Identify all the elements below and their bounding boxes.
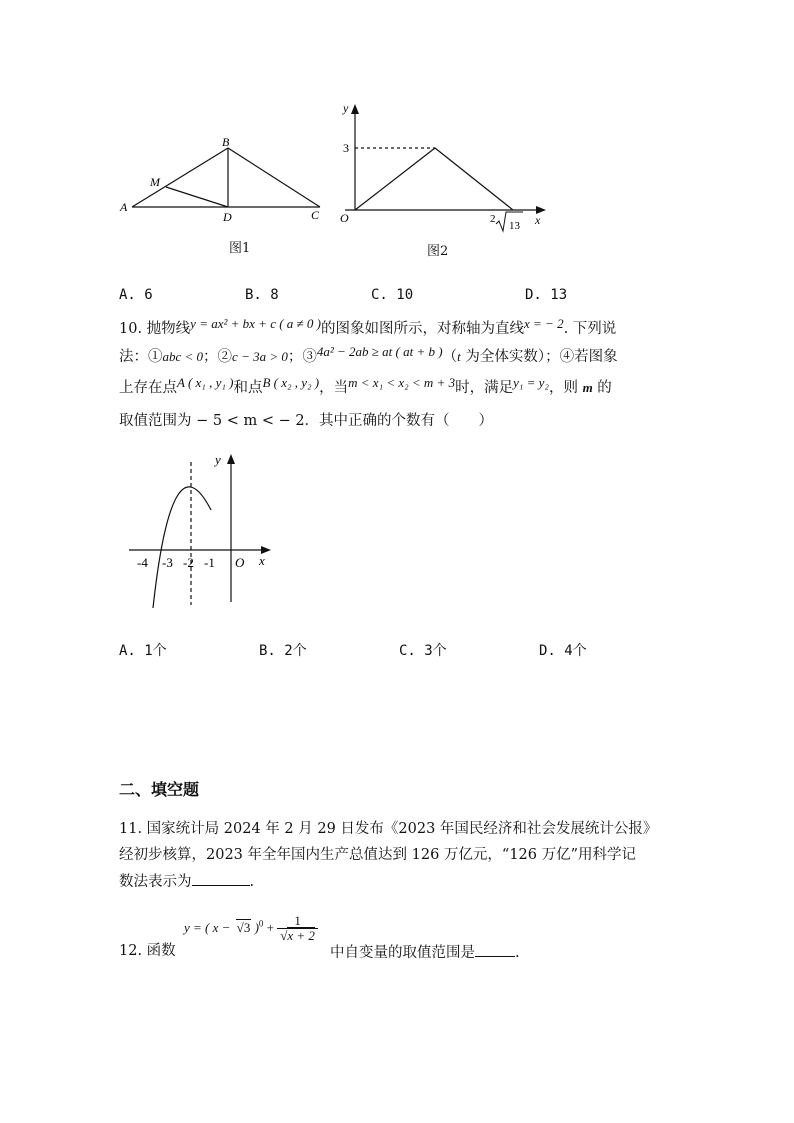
q10-text: ，当 [319, 380, 349, 396]
q12-answer-blank[interactable] [475, 944, 515, 957]
q11-text: 数法表示为 [119, 874, 192, 890]
q12-frac-denominator: √x + 2 [280, 928, 315, 944]
tick-minus-2: -2 [183, 555, 194, 570]
q12-suffix-line [330, 944, 520, 961]
q11-line-1: 11. 国家统计局 2024 年 2 月 29 日发布《2023 年国民经济和社会发展统计公报》 [119, 821, 658, 837]
q11-answer-blank[interactable] [192, 873, 250, 886]
q10-text: 为全体实数）；④若图象 [460, 349, 618, 365]
q10-text: 的图象如图所示，对称轴为直线 [321, 321, 525, 337]
q9-option-b[interactable]: B. 8 [245, 287, 279, 303]
period: . [249, 874, 255, 890]
q10-text: . 下列说 [563, 321, 617, 337]
q10-text: 法：① [119, 349, 163, 365]
parabola-curve [153, 487, 211, 608]
q12-frac-numerator: 1 [277, 914, 318, 929]
q9-option-d[interactable]: D. 13 [525, 287, 568, 303]
q10-text: ；③ [287, 349, 317, 365]
tick-minus-1: -1 [204, 555, 215, 570]
y-axis-label: y [343, 101, 349, 115]
section-title: 二、填空题 [119, 780, 200, 799]
q10-text: 和点 [233, 380, 263, 396]
q10-text: 的 [592, 380, 612, 396]
segment-BC [228, 148, 320, 207]
y-axis-arrow [227, 454, 235, 464]
y-axis-arrow [351, 104, 359, 114]
segment-AB [132, 148, 228, 207]
q10-point-a: A ( x₁ , y₁ ) [177, 375, 234, 390]
q12-frac-den-value: x + 2 [287, 928, 315, 944]
q9-option-c[interactable]: C. 10 [371, 287, 414, 303]
q10-line-2 [119, 344, 618, 365]
q12-exponent: 0 [258, 918, 264, 929]
q10-statement-1: abc < 0 [162, 349, 204, 364]
q12-plus: + [263, 919, 278, 935]
x-axis-label: x [535, 213, 541, 227]
q10-text: ，则 [548, 380, 583, 396]
rising-segment [355, 148, 435, 210]
q10-option-b[interactable]: B. 2个 [259, 643, 307, 659]
q10-prefix: 10. 抛物线 [119, 321, 191, 337]
q12-formula: y = ( x − √3 )$^0$ + $\frac{1}{√x + 2}$ [184, 914, 318, 944]
origin-label: O [340, 211, 349, 225]
q10-condition: m < x₁ < x₂ < m + 3 [348, 375, 456, 390]
q10-option-a[interactable]: A. 1个 [119, 643, 167, 659]
y-tick-3: 3 [343, 141, 349, 155]
q10-option-c[interactable]: C. 3个 [399, 643, 447, 659]
q12-prefix: 12. 函数 [119, 943, 176, 959]
q10-text: （ [442, 349, 458, 365]
label-D: D [223, 210, 232, 224]
falling-segment [435, 148, 513, 210]
q10-var-m: m [582, 380, 593, 395]
q12-suffix: 中自变量的取值范围是 [330, 945, 475, 961]
label-C: C [311, 208, 320, 222]
x-tick-coef: 2 [490, 213, 496, 225]
q10-parabola-formula: y = ax² + bx + c ( a ≠ 0 ) [190, 316, 322, 331]
label-B: B [222, 135, 230, 149]
q10-point-b: B ( x₂ , y₂ ) [262, 375, 320, 390]
q10-option-d[interactable]: D. 4个 [539, 643, 587, 659]
q10-text: 时，满足 [455, 380, 514, 396]
parabola-graph [125, 450, 275, 610]
figure-2-caption: 图2 [427, 244, 449, 259]
q12-sqrt-value: 3 [243, 919, 251, 935]
x-axis-label: x [259, 553, 265, 568]
segment-MD [166, 187, 228, 207]
q10-text: 上存在点 [119, 380, 177, 396]
q12-formula-lead: y = ( x − [184, 919, 234, 935]
figure-1-caption: 图1 [229, 241, 251, 256]
period: . [515, 945, 520, 961]
q11-line-3 [119, 873, 254, 890]
figure-1-triangle [110, 130, 340, 230]
label-M: M [150, 175, 160, 189]
q10-var-t: t [457, 349, 461, 364]
q10-equality: y₁ = y₂ [513, 375, 549, 390]
q10-statement-2: c − 3a > 0 [232, 349, 288, 364]
q10-line-3 [119, 375, 612, 396]
q10-line-4: 取值范围为 − 5 < m < − 2．其中正确的个数有（ ） [119, 413, 494, 429]
x-tick-rad: 13 [509, 220, 520, 232]
q11-line-2: 经初步核算，2023 年全年国内生产总值达到 126 万亿元，“126 万亿”用科学记 [119, 847, 637, 863]
q10-axis-formula: x = − 2 [524, 316, 564, 331]
tick-minus-3: -3 [162, 555, 173, 570]
label-A: A [120, 200, 128, 214]
y-axis-label: y [215, 452, 221, 467]
q10-text: ；② [203, 349, 233, 365]
q12-sqrt: √3 [236, 919, 251, 935]
q9-option-a[interactable]: A. 6 [119, 287, 153, 303]
q10-line-1 [119, 316, 617, 337]
tick-minus-4: -4 [137, 555, 148, 570]
figure-2-graph [335, 100, 550, 235]
q10-statement-3: 4a² − 2ab ≥ at ( at + b ) [316, 344, 443, 359]
q12-fraction [277, 914, 318, 944]
origin-label: O [235, 555, 245, 570]
